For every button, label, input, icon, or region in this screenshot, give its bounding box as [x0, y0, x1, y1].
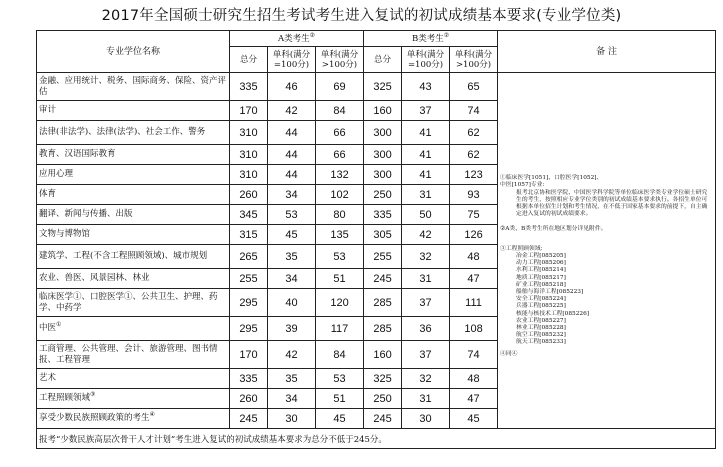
page-title: 2017年全国硕士研究生招生考试考生进入复试的初试成绩基本要求(专业学位类)	[101, 8, 622, 24]
row-b-single-100: 43	[402, 73, 450, 101]
note-3-item: 农业工程[085227]	[516, 317, 566, 324]
row-a-single-gt100: 53	[316, 245, 364, 269]
row-b-total: 335	[364, 205, 402, 225]
row-b-single-100: 32	[402, 245, 450, 269]
row-a-total: 260	[230, 185, 268, 205]
row-a-single-100: 35	[268, 245, 316, 269]
row-a-single-100: 44	[268, 121, 316, 145]
row-name: 法律(非法学)、法律(法学)、社会工作、警务	[37, 121, 230, 145]
row-b-single-gt100: 48	[450, 369, 498, 389]
notes-cell	[498, 73, 716, 429]
row-b-single-100: 31	[402, 269, 450, 289]
header-a-single-100: 单科(满分=100分)	[268, 47, 316, 73]
row-a-single-gt100: 45	[316, 409, 364, 429]
header-b-single-gt100: 单科(满分>100分)	[450, 47, 498, 73]
row-name: 应用心理	[37, 165, 230, 185]
note-1-title: ①临床医学[1051]、口腔医学[1052]、	[500, 175, 603, 182]
row-a-single-gt100: 117	[316, 317, 364, 341]
row-a-total: 245	[230, 409, 268, 429]
row-b-total: 160	[364, 341, 402, 369]
row-name: 教育、汉语国际教育	[37, 145, 230, 165]
note-3-item: 矿业工程[085218]	[516, 281, 566, 288]
row-a-single-gt100: 102	[316, 185, 364, 205]
row-b-single-100: 41	[402, 165, 450, 185]
row-b-total: 325	[364, 73, 402, 101]
row-a-single-gt100: 66	[316, 121, 364, 145]
note-3-title: ③工程照顾领域:	[500, 245, 543, 252]
row-a-single-100: 53	[268, 205, 316, 225]
row-a-single-100: 34	[268, 185, 316, 205]
row-b-total: 245	[364, 409, 402, 429]
row-name: 工商管理、公共管理、会计、旅游管理、图书情报、工程管理	[37, 341, 230, 369]
row-a-single-100: 44	[268, 145, 316, 165]
note-3-item: 船舶与海洋工程[085223]	[516, 288, 584, 295]
row-a-single-100: 40	[268, 289, 316, 317]
row-a-single-100: 30	[268, 409, 316, 429]
note-4: ④同④	[500, 350, 518, 357]
note-3-item: 航空工程[085232]	[516, 332, 566, 339]
row-b-single-gt100: 62	[450, 121, 498, 145]
row-b-single-100: 37	[402, 101, 450, 121]
row-b-single-gt100: 111	[450, 289, 498, 317]
row-b-total: 300	[364, 145, 402, 165]
row-b-single-gt100: 48	[450, 245, 498, 269]
score-table	[36, 30, 716, 449]
row-a-total: 315	[230, 225, 268, 245]
header-group-a: A类考生②	[230, 31, 364, 47]
note-3-item: 水利工程[085214]	[516, 267, 566, 274]
row-b-single-gt100: 93	[450, 185, 498, 205]
row-name: 翻译、新闻与传播、出版	[37, 205, 230, 225]
row-name: 审计	[37, 101, 230, 121]
row-b-single-gt100: 75	[450, 205, 498, 225]
row-b-single-gt100: 47	[450, 389, 498, 409]
row-a-single-100: 45	[268, 225, 316, 245]
note-3-item: 兵器工程[085225]	[516, 303, 566, 310]
row-a-single-100: 34	[268, 389, 316, 409]
row-name: 文物与博物馆	[37, 225, 230, 245]
row-a-single-100: 34	[268, 269, 316, 289]
row-b-single-100: 31	[402, 185, 450, 205]
row-a-single-100: 35	[268, 369, 316, 389]
header-subject: 专业学位名称	[37, 31, 230, 73]
row-b-single-gt100: 47	[450, 269, 498, 289]
header-b-total: 总分	[364, 47, 402, 73]
note-3-item: 航天工程[085233]	[516, 339, 566, 346]
row-a-single-100: 42	[268, 101, 316, 121]
row-name: 建筑学、工程(不含工程照顾领域)、城市规划	[37, 245, 230, 269]
row-a-single-gt100: 132	[316, 165, 364, 185]
row-a-total: 335	[230, 73, 268, 101]
row-a-single-100: 42	[268, 341, 316, 369]
note-3-item: 核能与核技术工程[085226]	[516, 310, 590, 317]
row-a-total: 295	[230, 289, 268, 317]
row-a-single-gt100: 84	[316, 341, 364, 369]
row-a-total: 310	[230, 165, 268, 185]
row-b-single-100: 31	[402, 389, 450, 409]
row-a-single-gt100: 51	[316, 389, 364, 409]
row-a-total: 170	[230, 341, 268, 369]
row-a-single-100: 46	[268, 73, 316, 101]
row-b-single-100: 41	[402, 145, 450, 165]
note-3-item: 林业工程[085228]	[516, 324, 566, 331]
row-a-single-100: 39	[268, 317, 316, 341]
row-b-single-gt100: 45	[450, 409, 498, 429]
row-a-single-gt100: 80	[316, 205, 364, 225]
row-name: 金融、应用统计、税务、国际商务、保险、资产评估	[37, 73, 230, 101]
row-b-single-100: 37	[402, 289, 450, 317]
row-a-single-gt100: 51	[316, 269, 364, 289]
row-b-total: 305	[364, 225, 402, 245]
row-b-single-100: 36	[402, 317, 450, 341]
row-a-single-gt100: 135	[316, 225, 364, 245]
row-a-total: 310	[230, 121, 268, 145]
note-3-item: 安全工程[085224]	[516, 296, 566, 303]
header-notes: 备 注	[498, 31, 716, 73]
row-b-total: 285	[364, 289, 402, 317]
row-a-single-100: 44	[268, 165, 316, 185]
row-b-total: 300	[364, 165, 402, 185]
row-b-total: 285	[364, 317, 402, 341]
row-name: 工程照顾领域③	[37, 389, 230, 409]
row-name: 享受少数民族照顾政策的考生④	[37, 409, 230, 429]
row-b-single-gt100: 62	[450, 145, 498, 165]
row-b-single-100: 30	[402, 409, 450, 429]
row-a-total: 260	[230, 389, 268, 409]
row-b-total: 300	[364, 121, 402, 145]
row-b-single-gt100: 108	[450, 317, 498, 341]
row-b-single-gt100: 123	[450, 165, 498, 185]
row-name: 临床医学①、口腔医学①、公共卫生、护理、药学、中药学	[37, 289, 230, 317]
row-b-single-gt100: 65	[450, 73, 498, 101]
row-a-total: 345	[230, 205, 268, 225]
row-b-single-100: 32	[402, 369, 450, 389]
row-b-total: 245	[364, 269, 402, 289]
row-b-total: 160	[364, 101, 402, 121]
row-a-single-gt100: 84	[316, 101, 364, 121]
row-b-single-100: 50	[402, 205, 450, 225]
row-a-single-gt100: 120	[316, 289, 364, 317]
row-b-total: 325	[364, 369, 402, 389]
row-name: 农业、兽医、风景园林、林业	[37, 269, 230, 289]
row-b-total: 255	[364, 245, 402, 269]
header-group-b: B类考生②	[364, 31, 498, 47]
row-a-single-gt100: 69	[316, 73, 364, 101]
header-a-single-gt100: 单科(满分>100分)	[316, 47, 364, 73]
row-a-total: 295	[230, 317, 268, 341]
note-3-item: 地质工程[085217]	[516, 274, 566, 281]
note-3-item: 动力工程[085206]	[516, 260, 566, 267]
row-name: 体育	[37, 185, 230, 205]
note-1-body: 报考北京协和医学院、中国医学科学院等单位临床医学类专业学位硕士研究生的考生，按照相应专业学位类别的初试成绩基本要求执行。各招生单位可根据本单位招生计划和考生情况，在不低于国家基本要求的前提下，自主确定进入复试的初试成绩要求。	[516, 189, 708, 218]
row-b-single-100: 42	[402, 225, 450, 245]
note-3-item: 冶金工程[085205]	[516, 252, 566, 259]
note-1-subtitle: 中医[1057]专业:	[500, 182, 545, 189]
row-b-single-100: 37	[402, 341, 450, 369]
row-b-single-100: 41	[402, 121, 450, 145]
row-a-total: 255	[230, 269, 268, 289]
row-a-single-gt100: 53	[316, 369, 364, 389]
row-b-single-gt100: 74	[450, 101, 498, 121]
row-b-total: 250	[364, 185, 402, 205]
row-a-total: 335	[230, 369, 268, 389]
table-row	[37, 73, 716, 101]
note-2: ②A类、B类考生所在地区划分详见附件。	[500, 226, 607, 233]
header-b-single-100: 单科(满分=100分)	[402, 47, 450, 73]
row-a-single-gt100: 66	[316, 145, 364, 165]
row-b-single-gt100: 126	[450, 225, 498, 245]
row-b-single-gt100: 74	[450, 341, 498, 369]
row-name: 艺术	[37, 369, 230, 389]
row-a-total: 170	[230, 101, 268, 121]
row-a-total: 310	[230, 145, 268, 165]
footer-note: 报考“少数民族高层次骨干人才计划”考生进入复试的初试成绩基本要求为总分不低于245分。	[37, 429, 716, 449]
row-a-total: 265	[230, 245, 268, 269]
row-b-total: 250	[364, 389, 402, 409]
header-a-total: 总分	[230, 47, 268, 73]
row-name: 中医①	[37, 317, 230, 341]
